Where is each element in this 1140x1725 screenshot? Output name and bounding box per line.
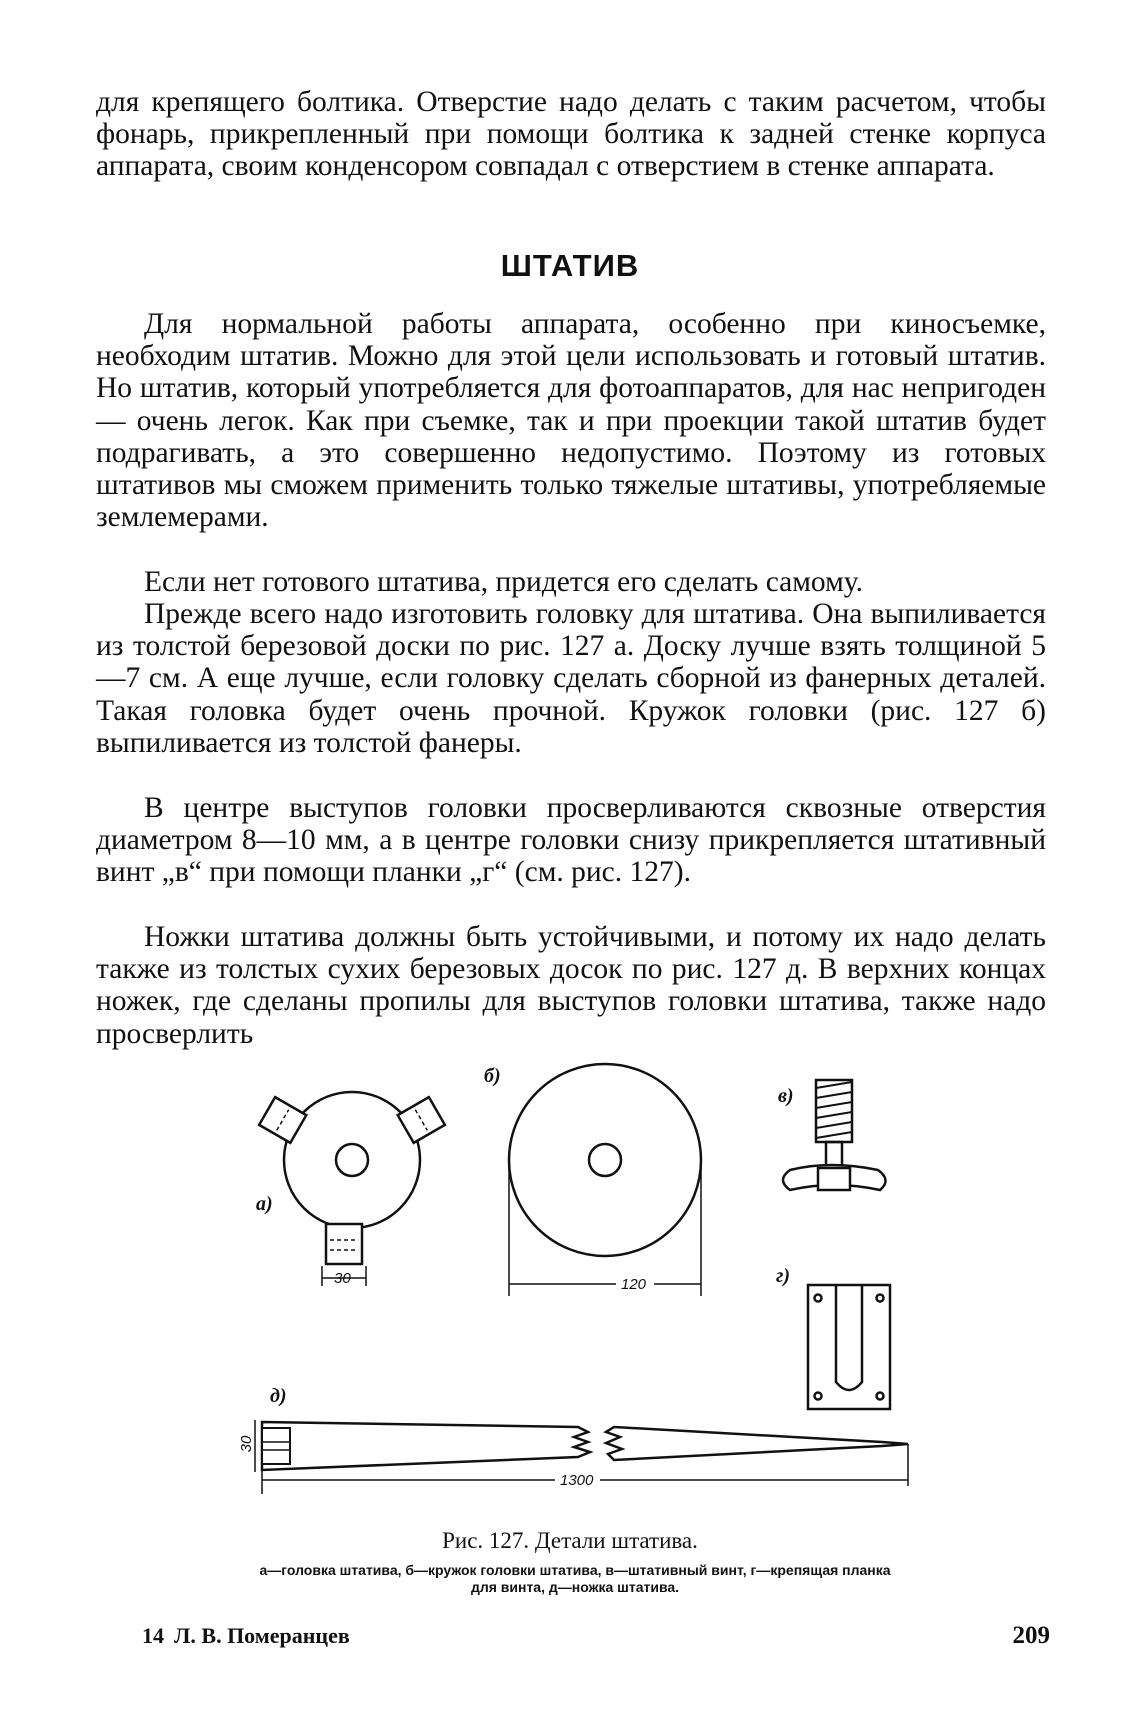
section-heading: ШТАТИВ [500,248,640,283]
figure-caption-legend: а—головка штатива, б—кружок головки штатива, в—штативный винт, г—крепящая планка для винта, д—ножка штатива. [259,1562,891,1595]
figure-caption-title: Рис. 127. Детали штатива. [442,1528,698,1553]
label-b: б) [484,1065,501,1087]
paragraph-head: Прежде всего надо изготовить головку для штатива. Она выпиливается из толстой березовой доски по рис. 127 а. Доску лучше взять толщиной 5—7 см. А еще лучше, если головку сделать сборной из фанерных деталей. Такая головка будет очень прочной. Кружок головки (рис. 127 б) выпиливается из толстой фанеры. [96,598,1046,759]
paragraph-legs: Ножки штатива должны быть устойчивыми, и потому их надо делать также из толстых сухих березовых досок по рис. 127 д. В верхних концах ножек, где сделаны пропилы для выступов головки штатива, также надо просверлить [96,921,1046,1050]
dim-prong-width: 30 [334,1270,351,1287]
author-name: Л. В. Померанцев [174,1623,350,1648]
page-number: 209 [1012,1622,1050,1649]
paragraph-intro: Для нормальной работы аппарата, особенно при киносъемке, необходим штатив. Можно для этой цели использовать и готовый штатив. Но штатив, который употребляется для фотоаппаратов, для нас непригоден — очень легок. Как при съемке, так и при проекции такой штатив будет подрагивать, а это совершенно недопустимо. Поэтому из готовых штативов мы сможем применить только тяжелые штативы, употребляемые землемерами. [96,308,1046,534]
tripod-head-drawing [259,1092,445,1286]
dim-leg-thickness: 30 [238,1435,255,1453]
label-g: г) [776,1265,791,1287]
head-disc-drawing [509,1064,701,1296]
footer-signature [142,1623,350,1649]
figure-127-tripod-parts [0,1040,1140,1510]
signature-number: 14 [142,1623,164,1648]
mounting-plate-drawing [808,1285,890,1409]
label-a: а) [256,1193,273,1215]
paragraph-no-tripod: Если нет готового штатива, придется его сделать самому. [144,566,863,598]
paragraph-holes: В центре выступов головки просверливаются сквозные отверстия диаметром 8—10 мм, а в центре головки снизу прикрепляется штативный винт „в“ при помощи планки „г“ (см. рис. 127). [96,792,1046,889]
dim-leg-length: 1300 [560,1472,594,1489]
label-v: в) [778,1085,794,1107]
dim-disc-diameter: 120 [621,1276,647,1293]
label-d: д) [270,1385,287,1407]
tripod-screw-drawing [783,1080,886,1190]
paragraph-continued: для крепящего болтика. Отверстие надо делать с таким расчетом, чтобы фонарь, прикрепленный при помощи болтика к задней стенке корпуса аппарата, своим конденсором совпадал с отверстием в стенке аппарата. [96,86,1046,183]
